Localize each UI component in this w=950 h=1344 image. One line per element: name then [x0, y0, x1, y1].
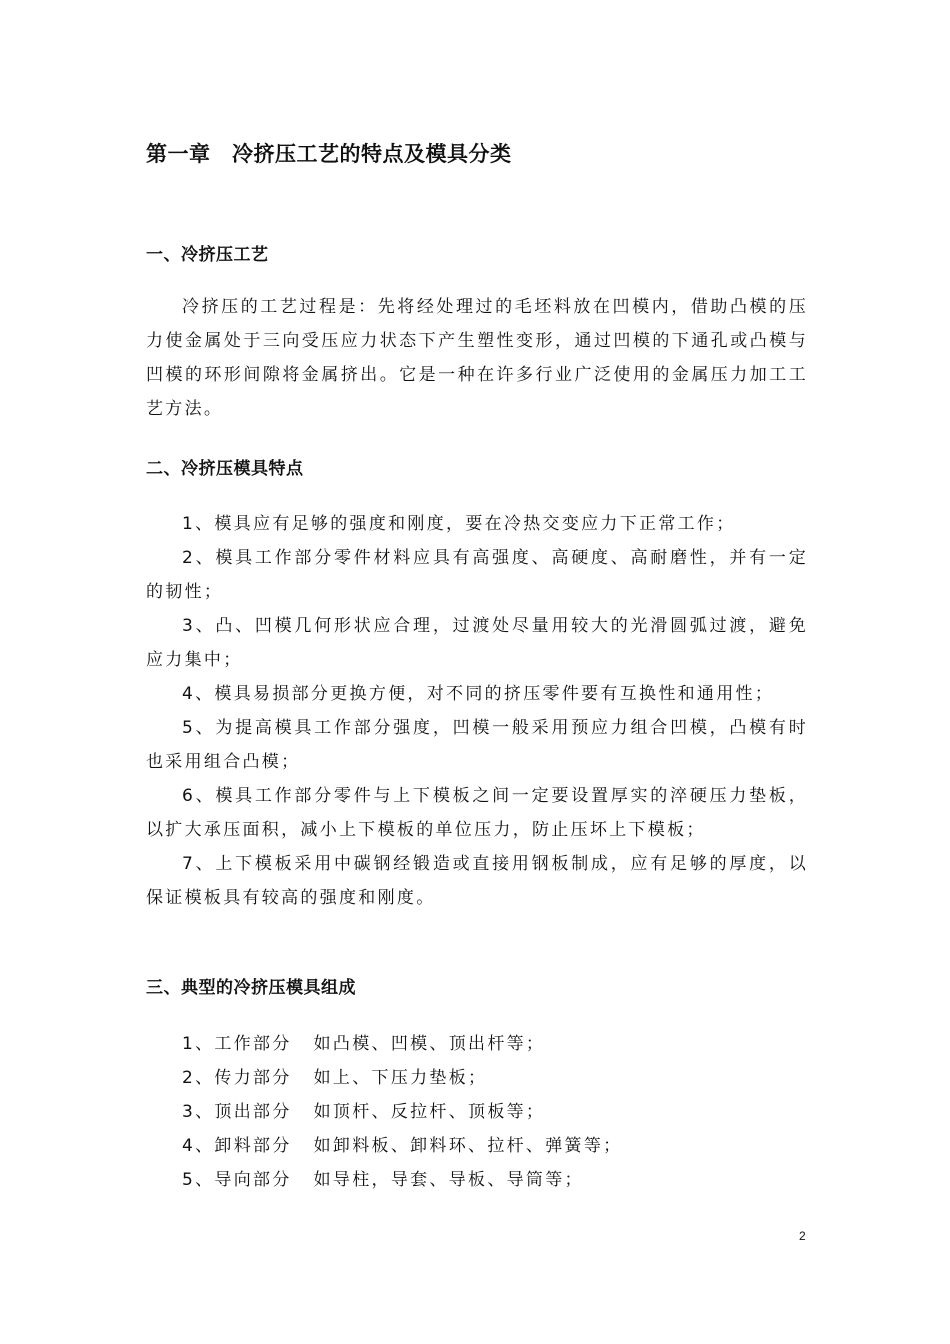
section-1-paragraph: 冷挤压的工艺过程是：先将经处理过的毛坯料放在凹模内，借助凸模的压力使金属处于三向受压应力状态下产生塑性变形，通过凹模的下通孔或凸模与凹模的环形间隙将金属挤出。它是一种在许多行业广泛使用的金属压力加工工艺方法。	[146, 297, 808, 419]
component-name: 3、顶出部分	[182, 1102, 292, 1122]
feature-item-3: 3、凸、凹模几何形状应合理，过渡处尽量用较大的光滑圆弧过渡，避免应力集中；	[146, 616, 808, 670]
component-item-1	[182, 1027, 545, 1061]
chapter-title: 第一章 冷挤压工艺的特点及模具分类	[146, 142, 512, 166]
section-heading-1: 一、冷挤压工艺	[146, 245, 269, 265]
page-number: 2	[799, 1229, 806, 1243]
component-name: 1、工作部分	[182, 1034, 292, 1054]
component-desc: 如上、下压力垫板；	[313, 1068, 488, 1088]
feature-item-6: 6、模具工作部分零件与上下模板之间一定要设置厚实的淬硬压力垫板，以扩大承压面积，减小上下模板的单位压力，防止压坏上下模板；	[146, 786, 808, 840]
component-desc: 如导柱，导套、导板、导筒等；	[313, 1170, 584, 1190]
component-desc: 如凸模、凹模、顶出杆等；	[313, 1034, 546, 1054]
component-desc: 如卸料板、卸料环、拉杆、弹簧等；	[313, 1136, 623, 1156]
feature-item-1: 1、模具应有足够的强度和刚度，要在冷热交变应力下正常工作；	[182, 514, 736, 534]
component-item-4	[182, 1129, 622, 1163]
section-heading-3: 三、典型的冷挤压模具组成	[146, 978, 356, 998]
feature-item-4: 4、模具易损部分更换方便，对不同的挤压零件要有互换性和通用性；	[182, 684, 775, 704]
section-heading-2: 二、冷挤压模具特点	[146, 459, 304, 479]
component-item-3	[182, 1095, 545, 1129]
component-name: 2、传力部分	[182, 1068, 292, 1088]
feature-item-7: 7、上下模板采用中碳钢经锻造或直接用钢板制成，应有足够的厚度，以保证模板具有较高的强度和刚度。	[146, 854, 808, 908]
component-desc: 如顶杆、反拉杆、顶板等；	[313, 1102, 546, 1122]
component-item-5	[182, 1163, 584, 1197]
component-item-2	[182, 1061, 487, 1095]
feature-item-2: 2、模具工作部分零件材料应具有高强度、高硬度、高耐磨性，并有一定的韧性；	[146, 548, 808, 602]
component-name: 5、导向部分	[182, 1170, 292, 1190]
feature-item-5: 5、为提高模具工作部分强度，凹模一般采用预应力组合凹模，凸模有时也采用组合凸模；	[146, 718, 808, 772]
component-name: 4、卸料部分	[182, 1136, 292, 1156]
